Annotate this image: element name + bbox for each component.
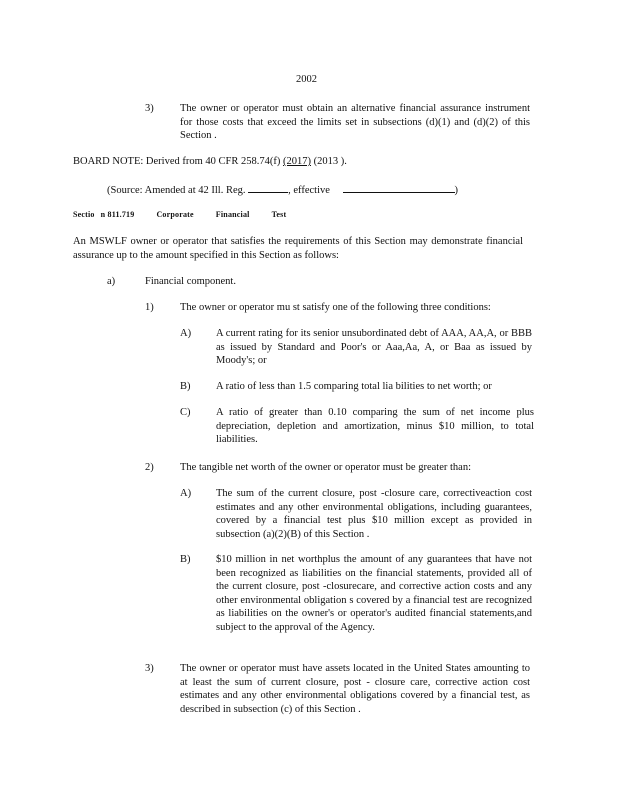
item-text: The owner or operator must have assets located in the United States amounting to at least the sum of current closure, post - closure care, corrective action cost estimates and any other environmental obligations covered by a financial test, as described in subsection (c) of this Section . [180, 663, 530, 715]
item-text: The owner or operator must obtain an alternative financial assurance instrument for those costs that exceed the limits set in subsections (d)(1) and (d)(2) of this Section . [180, 103, 530, 142]
item-text: The tangible net worth of the owner or operator must be greater than: [180, 462, 471, 473]
subitem-label: C) [180, 407, 191, 418]
item-number: 1) [145, 302, 154, 313]
intro-paragraph: An MSWLF owner or operator that satisfies the requirements of this Section may demonstrate financial assurance up to the amount specified in this Section as follows: [73, 236, 523, 261]
source-note [107, 181, 458, 198]
section-heading-part: Financial [215, 210, 250, 219]
board-note [73, 155, 347, 169]
item-text: The owner or operator mu st satisfy one of the following three conditions: [180, 302, 491, 313]
source-middle: , effective [288, 185, 330, 196]
section-heading-part: Sectio [73, 210, 95, 219]
register-blank [248, 181, 288, 193]
subitem-label: B) [180, 381, 191, 392]
section-heading-part: Corporate [156, 210, 194, 219]
subitem-text: The sum of the current closure, post -closure care, correctiveaction cost estimates and any other environmental obligations, including guarantees, covered by a financial test plus $10 million except as provided in subsection (a)(2)(B) of this Section . [216, 488, 532, 540]
section-heading-part: Test [271, 210, 287, 219]
item-number: 2) [145, 462, 154, 473]
page-number: 2002 [296, 74, 317, 85]
source-prefix: (Source: Amended at 42 Ill. Reg. [107, 185, 246, 196]
subitem-label: B) [180, 554, 191, 565]
board-note-inserted-year: (2017) [282, 156, 311, 167]
section-heading-part: n 811.719 [100, 210, 135, 219]
source-close: ) [454, 185, 459, 196]
subsection-label: a) [107, 276, 116, 287]
subitem-text: A ratio of less than 1.5 comparing total lia bilities to net worth; or [216, 381, 492, 392]
subitem-label: A) [180, 328, 192, 339]
item-number: 3) [145, 663, 154, 674]
effective-date-blank [343, 181, 455, 193]
subitem-text: A ratio of greater than 0.10 comparing the sum of net income plus depreciation, depletion and amortization, minus $10 million, to total liabilities. [216, 407, 534, 446]
subitem-text: A current rating for its senior unsubordinated debt of AAA, AA,A, or BBB as issued by Standard and Poor's or Aaa,Aa, A, or Baa as issued by Moody's; or [216, 328, 532, 367]
subitem-label: A) [180, 488, 192, 499]
section-heading [73, 208, 308, 222]
subitem-text: $10 million in net worthplus the amount of any guarantees that have not been recognized as liabilities on the financial statements, provided all of the current closure, post -closurecare, and corrective action costs and any other environmental obligation s covered by a financial test are recognized as liabilities on the owner's or operator's audited financial statements,and subject to the approval of the Agency. [216, 554, 532, 633]
board-note-prefix: BOARD NOTE: Derived from 40 CFR 258.74(f) [73, 156, 281, 167]
item-number: 3) [145, 103, 154, 114]
board-note-suffix: (2013 ). [313, 156, 347, 167]
subsection-title: Financial component. [145, 276, 236, 287]
